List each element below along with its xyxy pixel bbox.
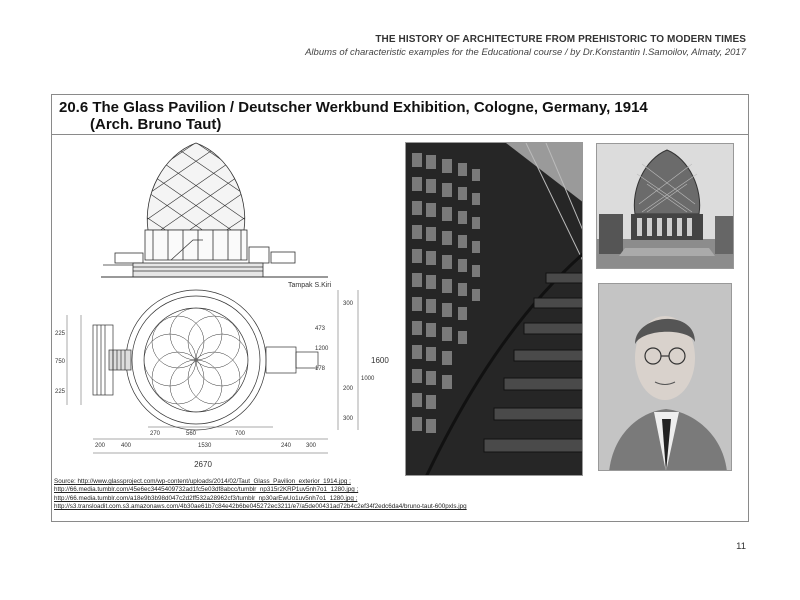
exterior-photo-image (597, 144, 734, 269)
dim-left-3: 225 (55, 389, 66, 395)
plan-view (93, 290, 318, 430)
dim-right-4: 200 (343, 386, 354, 392)
architectural-drawing (53, 135, 397, 477)
staircase-photo-image (406, 143, 583, 476)
dim-bottom-3: 270 (150, 431, 161, 437)
image-sources (54, 478, 744, 512)
source-label: Source: (54, 478, 76, 485)
dim-bottom-1: 200 (95, 443, 106, 449)
source-link-4[interactable]: http://s3.transloadit.com.s3.amazonaws.com/4b30ae61b7c84e42b6be045272ec3211/e7/a5de00431ad72b4c2ef34f2edc6da4/bruno-taut-600pxls.jpg (54, 503, 467, 511)
slide-title-architect: (Arch. Bruno Taut) (90, 116, 222, 133)
document-header-subtitle: Albums of characteristic examples for the Educational course / by Dr.Konstantin I.Samoilov, Almaty, 2017 (305, 47, 746, 58)
dim-bottom-2: 400 (121, 443, 132, 449)
slide-title: 20.6 The Glass Pavilion / Deutscher Werkbund Exhibition, Cologne, Germany, 1914 (59, 99, 648, 116)
elevation-and-plan-drawing (53, 135, 397, 477)
dim-right-1: 300 (343, 301, 354, 307)
dim-bottom-7: 240 (281, 443, 292, 449)
dim-bottom-6: 1530 (198, 443, 212, 449)
dim-inner-1: 178 (315, 366, 326, 372)
dim-right-3: 1000 (361, 376, 375, 382)
drawing-credit: Tampak S.Kiri (288, 282, 332, 289)
dim-right-2: 300 (343, 416, 354, 422)
bruno-taut-portrait-photo (598, 283, 732, 471)
interior-staircase-photo (405, 142, 583, 476)
portrait-photo-image (599, 284, 732, 471)
source-link-3[interactable]: http://66.media.tumblr.com/a18e9b3b98d047c2d2ff532a28962cf3/tumblr_np30arEwUo1uv5nh7o1_1280.jpg ; (54, 494, 358, 502)
document-header-title: THE HISTORY OF ARCHITECTURE FROM PREHISTORIC TO MODERN TIMES (375, 34, 746, 45)
exterior-pavilion-photo (596, 143, 734, 269)
source-link-1-text: http://www.glassproject.com/wp-content/uploads/2014/02/Taut_Glass_Pavilion_exterior_1914.jpg ; (77, 478, 351, 485)
dim-left-1: 225 (55, 331, 66, 337)
dim-bottom-4: 560 (186, 431, 197, 437)
elevation-view (101, 135, 328, 277)
page-number: 11 (736, 541, 746, 552)
dim-inner-3: 473 (315, 326, 326, 332)
source-link-2[interactable]: http://66.media.tumblr.com/45e6ec3445409732ad1fc5e03df8abcc/tumblr_np315r2KRP1uv5nh7o1_1280.jpg ; (54, 486, 359, 494)
dim-left-2: 750 (55, 359, 66, 365)
dim-total-width: 2670 (194, 460, 212, 469)
dim-bottom-8: 300 (306, 443, 317, 449)
source-link-1[interactable] (54, 478, 744, 486)
dim-bottom-5: 700 (235, 431, 246, 437)
dim-inner-2: 1200 (315, 346, 329, 352)
dim-total-height: 1600 (371, 356, 389, 365)
